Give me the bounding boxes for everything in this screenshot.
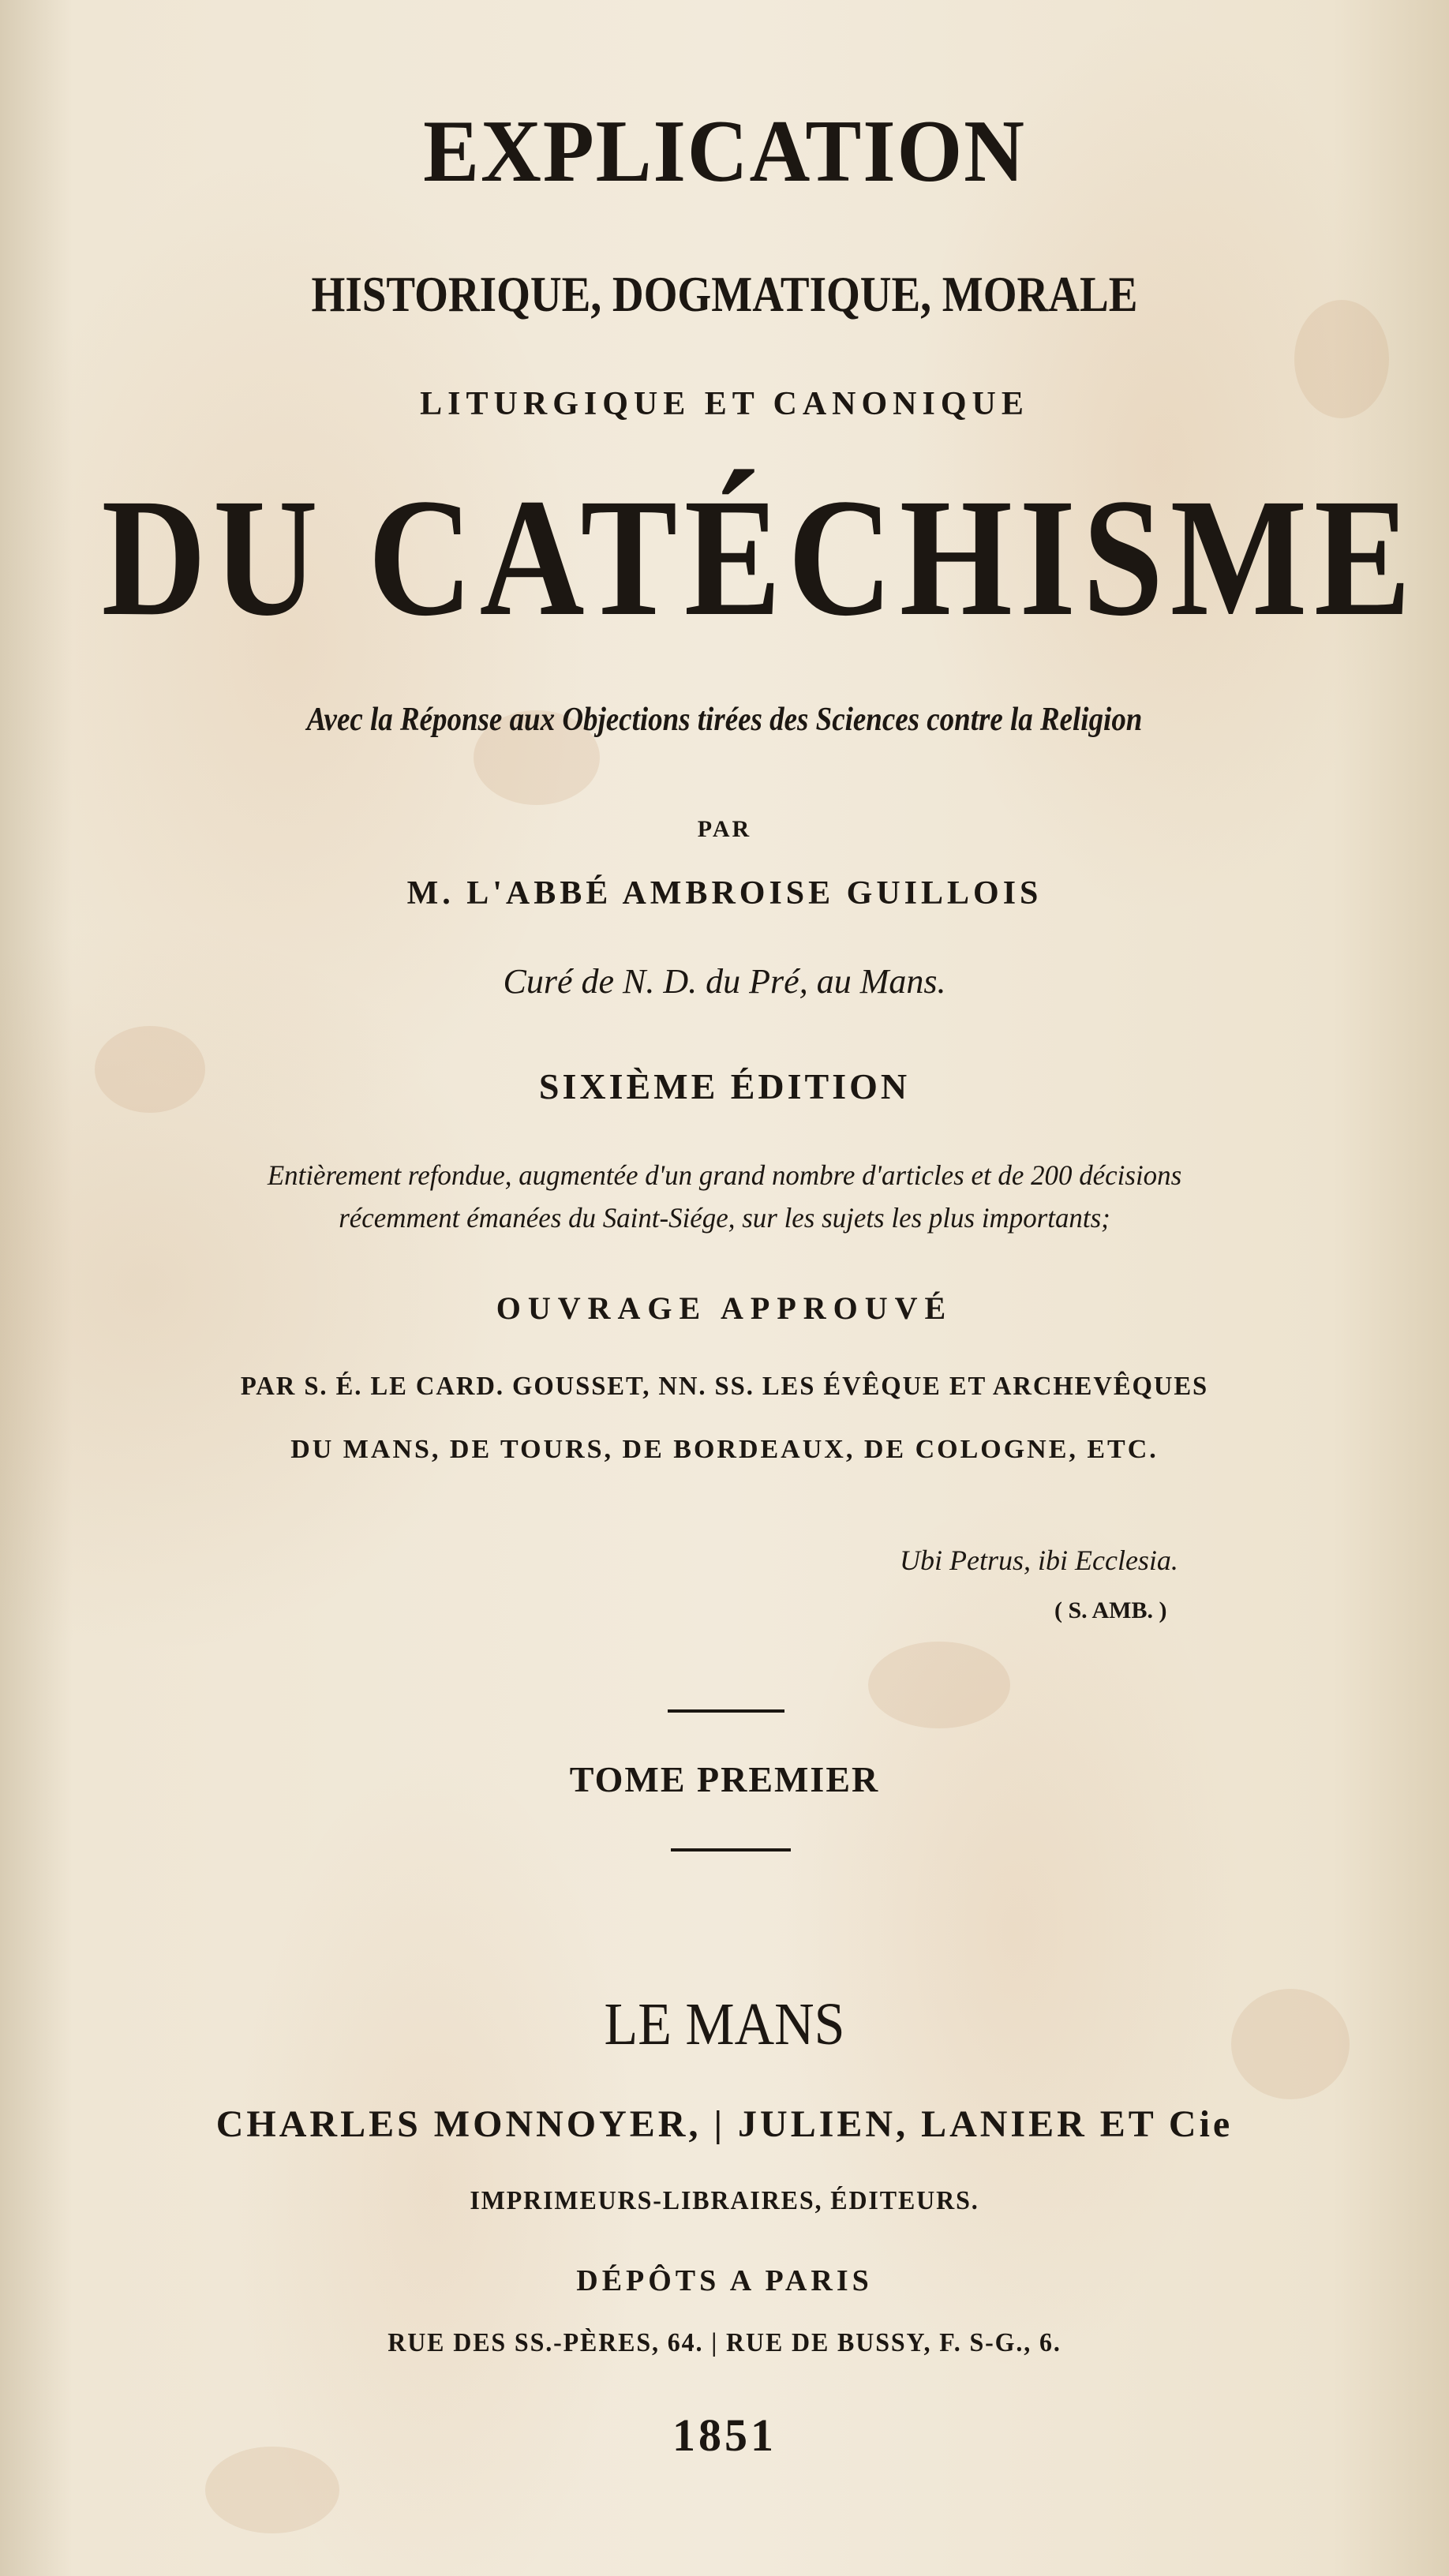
epigraph-reference: ( S. AMB. ) (1054, 1597, 1167, 1623)
edition-label: SIXIÈME ÉDITION (538, 1066, 911, 1106)
divider-top (668, 1709, 784, 1713)
imprint-city: LE MANS (604, 1991, 845, 2057)
edition-description-line2: récemment émanées du Saint-Siége, sur les sujets les plus importants; (339, 1202, 1110, 1234)
subtitle: Avec la Réponse aux Objections tirées des Sciences contre la Religion (306, 702, 1143, 738)
epigraph: Ubi Petrus, ibi Ecclesia. (900, 1544, 1178, 1576)
paper-stain (868, 1642, 1010, 1728)
approval-line2: DU MANS, DE TOURS, DE BORDEAUX, DE COLOGNE, ETC. (290, 1435, 1159, 1464)
author-role: Curé de N. D. du Pré, au Mans. (503, 962, 946, 1001)
imprint-year: 1851 (672, 2409, 777, 2461)
edition-description-line1: Entièrement refondue, augmentée d'un grand nombre d'articles et de 200 décisions (267, 1159, 1182, 1191)
imprint-depots: DÉPÔTS A PARIS (576, 2264, 873, 2297)
imprint-publishers: CHARLES MONNOYER, | JULIEN, LANIER ET Cie (215, 2103, 1234, 2145)
imprint-role: IMPRIMEURS-LIBRAIRES, ÉDITEURS. (470, 2186, 979, 2215)
volume-label: TOME PREMIER (569, 1759, 880, 1799)
divider-bottom (671, 1848, 791, 1852)
title-line-explication: EXPLICATION (423, 103, 1026, 200)
approval-line1: PAR S. É. LE CARD. GOUSSET, NN. SS. LES ÉVÊQUE ET ARCHEVÊQUES (240, 1372, 1209, 1401)
main-title: DU CATÉCHISME (101, 464, 1418, 651)
author-name: M. L'ABBÉ AMBROISE GUILLOIS (406, 875, 1043, 912)
title-line-liturgique: LITURGIQUE ET CANONIQUE (420, 386, 1029, 422)
title-line-historique: HISTORIQUE, DOGMATIQUE, MORALE (311, 266, 1138, 322)
imprint-addresses: RUE DES SS.-PÈRES, 64. | RUE DE BUSSY, F. S-G., 6. (388, 2328, 1061, 2357)
approval-heading: OUVRAGE APPROUVÉ (496, 1290, 953, 1326)
by-label: PAR (697, 816, 752, 842)
